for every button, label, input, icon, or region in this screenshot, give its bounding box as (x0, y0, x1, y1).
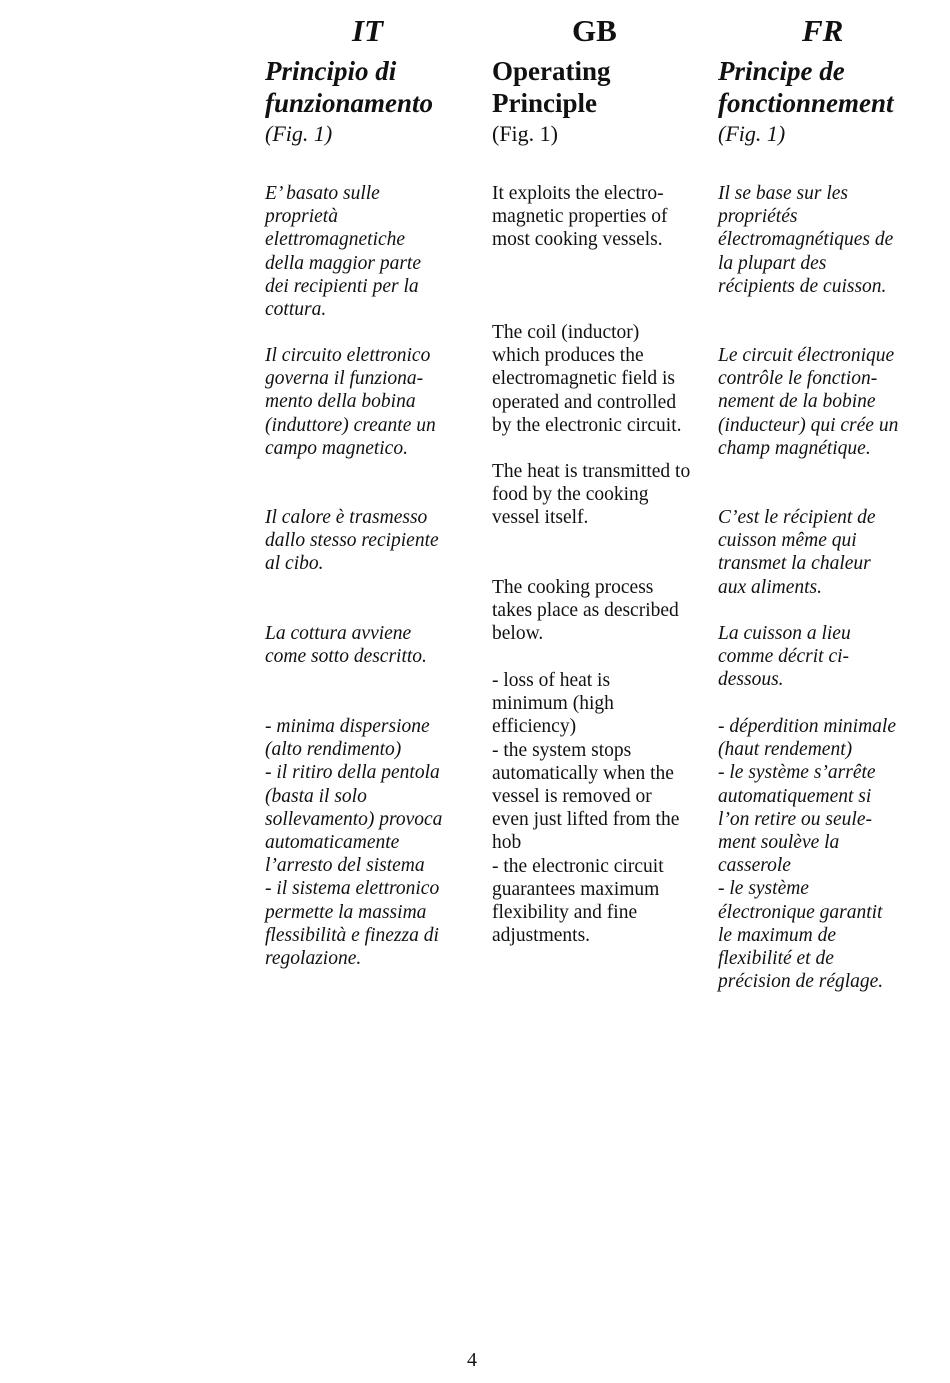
text-line: - il ritiro della pentola (265, 762, 440, 784)
text-line: adjustments. (492, 925, 591, 947)
paragraph-it-4 (265, 622, 427, 668)
text-line: - déperdition minimale (718, 716, 896, 737)
text-line: automatiquement si (718, 785, 872, 807)
text-line: automaticamente (265, 832, 400, 854)
text-line: - il sistema elettronico (265, 878, 440, 900)
text-line: nement de la bobine (718, 391, 876, 413)
text-line: l’on retire ou seule- (718, 808, 872, 830)
text-line: ment soulève la (718, 832, 840, 854)
text-line: La cuisson a lieu (718, 623, 851, 644)
text-line: The coil (inductor) (492, 322, 640, 343)
text-line: come sotto descritto. (265, 646, 427, 668)
page-number: 4 (467, 1349, 477, 1371)
text-line: campo magnetico. (265, 437, 408, 459)
language-code-gb: GB (572, 13, 617, 48)
text-line: Il circuito elettronico (265, 345, 431, 366)
paragraph-gb-4 (492, 576, 679, 646)
text-line: précision de réglage. (718, 971, 884, 993)
text-line: flexibilité et de (718, 948, 834, 970)
text-line: guarantees maximum (492, 878, 660, 900)
title-line: Principle (492, 88, 597, 118)
text-line: électronique garantit (718, 901, 883, 923)
text-line: (haut rendement) (718, 739, 853, 761)
language-code-it: IT (352, 13, 383, 48)
text-line: most cooking vessels. (492, 229, 663, 251)
paragraph-gb-2 (492, 321, 682, 437)
paragraph-fr-4 (718, 622, 851, 692)
text-line: E’ basato sulle (265, 183, 380, 204)
text-line: dei recipienti per la (265, 275, 419, 297)
text-line: al cibo. (265, 553, 324, 575)
paragraph-gb-3 (492, 460, 690, 530)
paragraph-fr-5 (718, 715, 896, 993)
text-line: by the electronic circuit. (492, 414, 682, 436)
text-line: la plupart des (718, 252, 827, 274)
text-line: - minima dispersione (265, 716, 430, 737)
text-line: minimum (high (492, 693, 614, 715)
text-line: - the system stops (492, 739, 632, 761)
text-line: La cottura avviene (265, 623, 412, 644)
title-line: Operating (492, 56, 611, 86)
section-title-it (265, 55, 433, 119)
text-line: Il se base sur les (718, 183, 848, 204)
text-line: vessel is removed or (492, 786, 652, 808)
text-line: proprietà (265, 206, 338, 228)
text-line: elettromagnetiche (265, 229, 406, 251)
language-code-fr: FR (802, 13, 844, 48)
text-line: The cooking process (492, 577, 654, 598)
text-line: even just lifted from the (492, 809, 680, 831)
text-line: - le système (718, 878, 809, 900)
text-line: propriétés (718, 206, 798, 228)
text-line: sollevamento) provoca (265, 808, 443, 830)
text-line: casserole (718, 855, 791, 877)
text-line: Il calore è trasmesso (265, 507, 428, 528)
paragraph-fr-3 (718, 506, 876, 599)
text-line: - loss of heat is (492, 670, 611, 691)
paragraph-gb-1 (492, 182, 667, 252)
text-line: magnetic properties of (492, 206, 668, 228)
text-line: electromagnetic field is (492, 368, 676, 390)
text-line: below. (492, 623, 544, 645)
text-line: It exploits the electro- (492, 183, 664, 204)
text-line: flessibilità e finezza di (265, 924, 439, 946)
text-line: récipients de cuisson. (718, 275, 887, 297)
text-line: transmet la chaleur (718, 553, 871, 575)
paragraph-it-5 (265, 715, 442, 970)
text-line: mento della bobina (265, 391, 416, 413)
paragraph-it-1 (265, 182, 421, 321)
text-line: C’est le récipient de (718, 507, 876, 528)
title-line: Principe de (718, 56, 845, 86)
text-line: which produces the (492, 345, 644, 367)
title-line: funzionamento (265, 88, 434, 118)
text-line: hob (492, 832, 522, 854)
paragraph-fr-2 (718, 344, 898, 460)
figure-reference-it: (Fig. 1) (265, 121, 333, 146)
text-line: comme décrit ci- (718, 646, 850, 668)
text-line: dallo stesso recipiente (265, 530, 439, 552)
text-line: le maximum de (718, 924, 837, 946)
text-line: vessel itself. (492, 507, 589, 529)
text-line: champ magnétique. (718, 437, 871, 459)
text-line: cuisson même qui (718, 530, 857, 552)
text-line: - the electronic circuit (492, 855, 664, 877)
text-line: efficiency) (492, 716, 577, 738)
text-line: aux aliments. (718, 576, 822, 598)
figure-reference-fr: (Fig. 1) (718, 121, 786, 146)
text-line: (alto rendimento) (265, 739, 402, 761)
text-line: della maggior parte (265, 252, 421, 274)
text-line: permette la massima (265, 901, 427, 923)
text-line: dessous. (718, 669, 784, 691)
text-line: The heat is transmitted to (492, 461, 691, 482)
text-line: automatically when the (492, 762, 674, 784)
text-line: (basta il solo (265, 785, 367, 807)
paragraph-fr-1 (718, 182, 893, 298)
text-line: contrôle le fonction- (718, 368, 878, 390)
text-line: operated and controlled (492, 391, 677, 413)
text-line: Le circuit électronique (718, 345, 895, 366)
text-line: (inducteur) qui crée un (718, 414, 899, 436)
text-line: (induttore) creante un (265, 414, 436, 436)
section-title-gb (492, 55, 611, 119)
text-line: l’arresto del sistema (265, 855, 425, 877)
figure-reference-gb: (Fig. 1) (492, 121, 558, 146)
title-line: fonctionnement (718, 88, 894, 118)
section-title-fr (718, 55, 894, 119)
text-line: flexibility and fine (492, 902, 638, 924)
paragraph-gb-5 (492, 669, 679, 947)
text-line: takes place as described (492, 600, 679, 622)
paragraph-it-3 (265, 506, 439, 576)
text-line: électromagnétiques de (718, 229, 894, 251)
text-line: governa il funziona- (265, 368, 424, 390)
text-line: food by the cooking (492, 484, 649, 506)
title-line: Principio di (265, 56, 397, 86)
paragraph-it-2 (265, 344, 436, 460)
text-line: - le système s’arrête (718, 762, 876, 784)
text-line: cottura. (265, 299, 327, 321)
text-line: regolazione. (265, 948, 362, 970)
